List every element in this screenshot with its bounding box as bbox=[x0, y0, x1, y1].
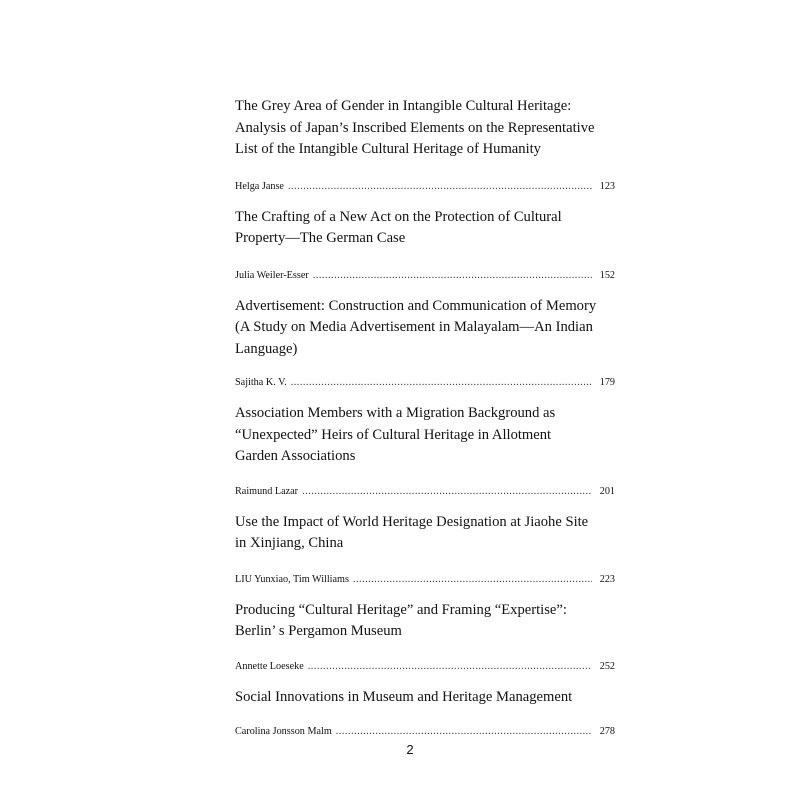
title-line: The Grey Area of Gender in Intangible Cultural Heritage: bbox=[235, 98, 572, 114]
title-line: “Unexpected” Heirs of Cultural Heritage in Allotment bbox=[235, 426, 552, 443]
dot-leader bbox=[302, 485, 592, 499]
dot-leader bbox=[291, 376, 592, 390]
entry-page: 152 bbox=[599, 269, 615, 281]
author-line bbox=[235, 376, 615, 390]
dot-leader bbox=[288, 180, 592, 194]
toc-entry bbox=[235, 687, 615, 740]
entry-page: 223 bbox=[599, 573, 615, 585]
title-line: Use the Impact of World Heritage Designation at Jiaohe Site bbox=[235, 513, 589, 530]
title-line: The Crafting of a New Act on the Protection of Cultural bbox=[235, 208, 562, 225]
toc-entry bbox=[235, 512, 615, 587]
entry-page: 252 bbox=[599, 660, 615, 672]
title-line: List of the Intangible Cultural Heritage of Humanity bbox=[235, 141, 541, 157]
title-line: Producing “Cultural Heritage” and Framing “Expertise”: bbox=[235, 601, 567, 618]
author-line bbox=[235, 660, 615, 674]
title-line: Property—The German Case bbox=[235, 230, 406, 246]
page-number: 2 bbox=[406, 742, 414, 757]
entry-author: Julia Weiler-Esser bbox=[235, 269, 309, 281]
title-line: Language) bbox=[235, 340, 298, 357]
dot-leader bbox=[353, 573, 592, 587]
entry-title bbox=[235, 600, 615, 643]
entry-author: Raimund Lazar bbox=[235, 485, 299, 497]
toc-entry bbox=[235, 600, 615, 674]
entry-title bbox=[235, 207, 615, 250]
author-line bbox=[235, 485, 615, 499]
title-line: in Xinjiang, China bbox=[235, 535, 344, 551]
entry-author: Annette Loeseke bbox=[235, 660, 304, 672]
table-of-contents bbox=[235, 96, 615, 739]
toc-entry bbox=[235, 403, 615, 499]
entry-page: 278 bbox=[599, 726, 615, 737]
entry-title bbox=[235, 512, 615, 555]
title-line: Garden Associations bbox=[235, 448, 356, 464]
author-line bbox=[235, 269, 615, 283]
title-line: Analysis of Japan’s Inscribed Elements on the Representative bbox=[235, 119, 595, 136]
entry-author: Helga Janse bbox=[235, 180, 284, 192]
entry-title bbox=[235, 96, 615, 161]
title-line: Berlin’ s Pergamon Museum bbox=[235, 623, 402, 639]
entry-page: 123 bbox=[599, 180, 615, 192]
entry-title bbox=[235, 403, 615, 468]
entry-author: Carolina Jonsson Malm bbox=[235, 726, 332, 737]
dot-leader bbox=[313, 269, 592, 283]
dot-leader bbox=[336, 725, 592, 739]
entry-page: 179 bbox=[599, 377, 615, 388]
entry-page: 201 bbox=[599, 485, 615, 497]
title-line: Association Members with a Migration Background as bbox=[235, 405, 556, 421]
title-line: Social Innovations in Museum and Heritage Management bbox=[235, 688, 573, 705]
toc-entry bbox=[235, 96, 615, 194]
toc-entry bbox=[235, 296, 615, 391]
entry-title bbox=[235, 296, 615, 361]
entry-author: Sajitha K. V. bbox=[235, 377, 287, 388]
entry-author: LIU Yunxiao, Tim Williams bbox=[235, 573, 349, 585]
title-line: Advertisement: Construction and Communication of Memory bbox=[235, 297, 597, 314]
dot-leader bbox=[308, 660, 592, 674]
toc-entry bbox=[235, 207, 615, 283]
author-line bbox=[235, 573, 615, 587]
title-line: (A Study on Media Advertisement in Malayalam—An Indian bbox=[235, 319, 593, 335]
author-line bbox=[235, 180, 615, 194]
author-line bbox=[235, 725, 615, 739]
entry-title bbox=[235, 687, 615, 709]
